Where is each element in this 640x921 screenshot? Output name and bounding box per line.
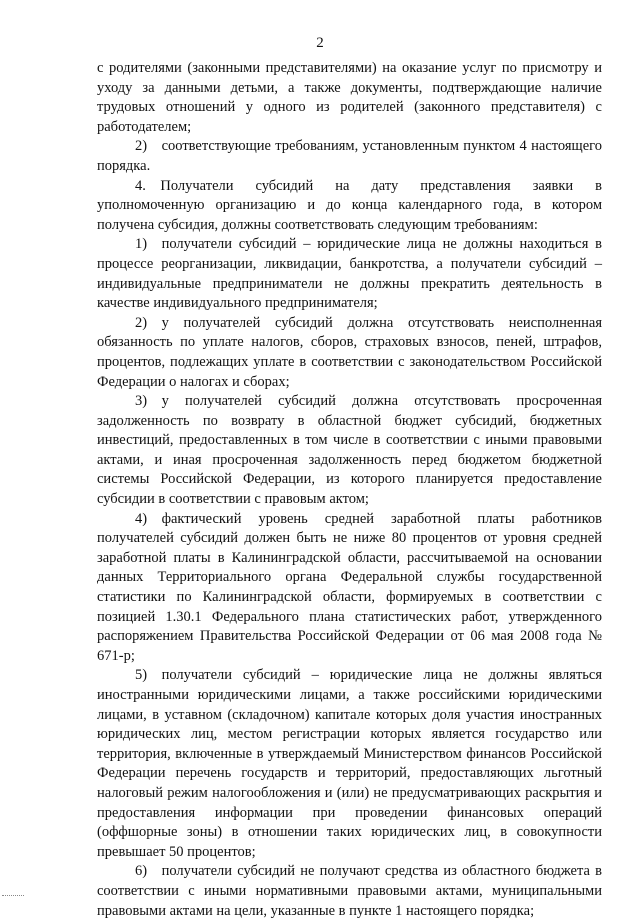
paragraph-requirement-3: 3) у получателей субсидий должна отсутствовать просроченная задолженность по возврату в областной бюджет субсидий, бюджетных инвестиций, предоставленных в том числе в соответствии с иными правовыми актами, и иная просроченная задолженность перед бюджетом бюджетной системы Российской Федерации, из которого планируется предоставление субсидии в соответствии с правовым актом; — [97, 393, 602, 508]
paragraph-continuation: с родителями (законными представителями) на оказание услуг по присмотру и уходу за данными детьми, а также документы, подтверждающие наличие трудовых отношений у одного из родителей (законного представителя) с работодателем; — [97, 60, 602, 135]
paragraph-requirement-1: 1) получатели субсидий – юридические лица не должны находиться в процессе реорганизации, ликвидации, банкротства, а получатели субсидий – индивидуальные предприниматели не должны прекратить деятельность в качестве индивидуального предпринимателя; — [97, 236, 602, 312]
paragraph-subitem-2-requirements: 2) соответствующие требованиям, установленным пунктом 4 настоящего порядка. — [97, 138, 602, 174]
paragraph-requirement-4: 4) фактический уровень средней заработной платы работников получателей субсидий должен быть не ниже 80 процентов от уровня средней заработной платы в Калининградской области, рассчитываемой на основании данных Территориального органа Федеральной службы государственной статистики по Калининградской области, формируемых в соответствии с позицией 1.30.1 Федерального плана статистических работ, утвержденного распоряжением Правительства Российской Федерации от 06 мая 2008 года № 671-р; — [97, 510, 602, 664]
paragraph-clause-4: 4. Получатели субсидий на дату представления заявки в уполномоченную организацию и до конца календарного года, в котором получена субсидия, должны соответствовать следующим требованиям: — [97, 177, 602, 233]
page-number: 2 — [316, 35, 324, 51]
document-body — [97, 59, 602, 921]
paragraph-requirement-2: 2) у получателей субсидий должна отсутствовать неисполненная обязанность по уплате налогов, сборов, страховых взносов, пеней, штрафов, процентов, подлежащих уплате в соответствии с законодательством Российской Федерации о налогах и сборах; — [97, 314, 602, 390]
paragraph-requirement-6: 6) получатели субсидий не получают средства из областного бюджета в соответствии с иными нормативными правовыми актами, муниципальными правовыми актами на цели, указанные в пункте 1 настоящего порядка; — [97, 863, 602, 919]
paragraph-requirement-5: 5) получатели субсидий – юридические лица не должны являться иностранными юридическими лицами, а также российскими юридическими лицами, в уставном (складочном) капитале которых доля участия иностранных юридических лиц, местом регистрации которых является государство или территория, включенные в утверждаемый Министерством финансов Российской Федерации перечень государств и территорий, предоставляющих льготный налоговый режим налогообложения и (или) не предусматривающих раскрытия и предоставления информации при проведении финансовых операций (оффшорные зоны) в отношении таких юридических лиц, в совокупности превышает 50 процентов; — [97, 667, 602, 860]
scan-edge-mark — [2, 895, 24, 898]
